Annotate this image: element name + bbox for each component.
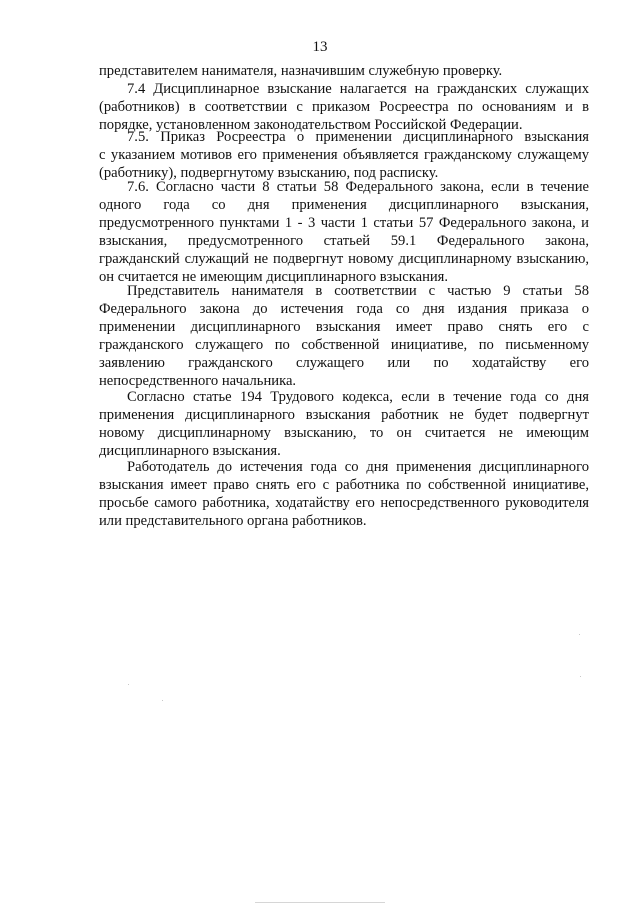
text-line: или представительного органа работников. [99,513,367,529]
text-line: одного года со дня применения дисциплинарного взыскания, [99,197,589,213]
text-line: новому дисциплинарному взысканию, то он считается не имеющим [99,425,589,441]
text-line: предусмотренного пунктами 1 - 3 части 1 статьи 57 Федерального закона, и [99,215,589,231]
bottom-edge-mark [255,902,385,903]
scan-speck [580,676,581,677]
text-line: порядке, установленном законодательством Российской Федерации. [99,117,523,133]
text-line: непосредственного начальника. [99,373,297,389]
text-line: заявлению гражданского служащего или по ходатайству его [99,355,589,371]
text-line: применения дисциплинарного взыскания работник не будет подвергнут [99,407,589,423]
page-number: 13 [312,39,328,55]
text-line: с указанием мотивов его применения объявляется гражданскому служащему [99,147,589,163]
scan-speck [162,700,163,701]
scan-speck [128,684,129,685]
text-line: Федерального закона до истечения года со дня издания приказа о [99,301,589,317]
text-line: (работников) в соответствии с приказом Росреестра по основаниям и в [99,99,589,115]
text-line: дисциплинарного взыскания. [99,443,281,459]
text-line: взыскания имеет право снять его с работника по собственной инициативе, [99,477,589,493]
text-line: 7.6. Согласно части 8 статьи 58 Федерального закона, если в течение [127,179,589,195]
text-line: гражданский служащий не подвергнут новому дисциплинарному взысканию, [99,251,589,267]
text-line: он считается не имеющим дисциплинарного взыскания. [99,269,449,285]
scan-speck [579,634,580,635]
text-line: Работодатель до истечения года со дня применения дисциплинарного [127,459,589,475]
text-line: гражданского служащего по собственной инициативе, по письменному [99,337,589,353]
text-line: просьбе самого работника, ходатайству его непосредственного руководителя [99,495,589,511]
text-line: 7.5. Приказ Росреестра о применении дисциплинарного взыскания [127,129,589,145]
text-line: Представитель нанимателя в соответствии с частью 9 статьи 58 [127,283,589,299]
text-line: применении дисциплинарного взыскания имеет право снять его с [99,319,589,335]
text-line: Согласно статье 194 Трудового кодекса, если в течение года со дня [127,389,589,405]
text-line: взыскания, предусмотренного статьей 59.1 Федерального закона, [99,233,589,249]
text-line: (работнику), подвергнутому взысканию, под расписку. [99,165,439,181]
text-line: представителем нанимателя, назначившим служебную проверку. [99,63,503,79]
text-line: 7.4 Дисциплинарное взыскание налагается на гражданских служащих [127,81,589,97]
